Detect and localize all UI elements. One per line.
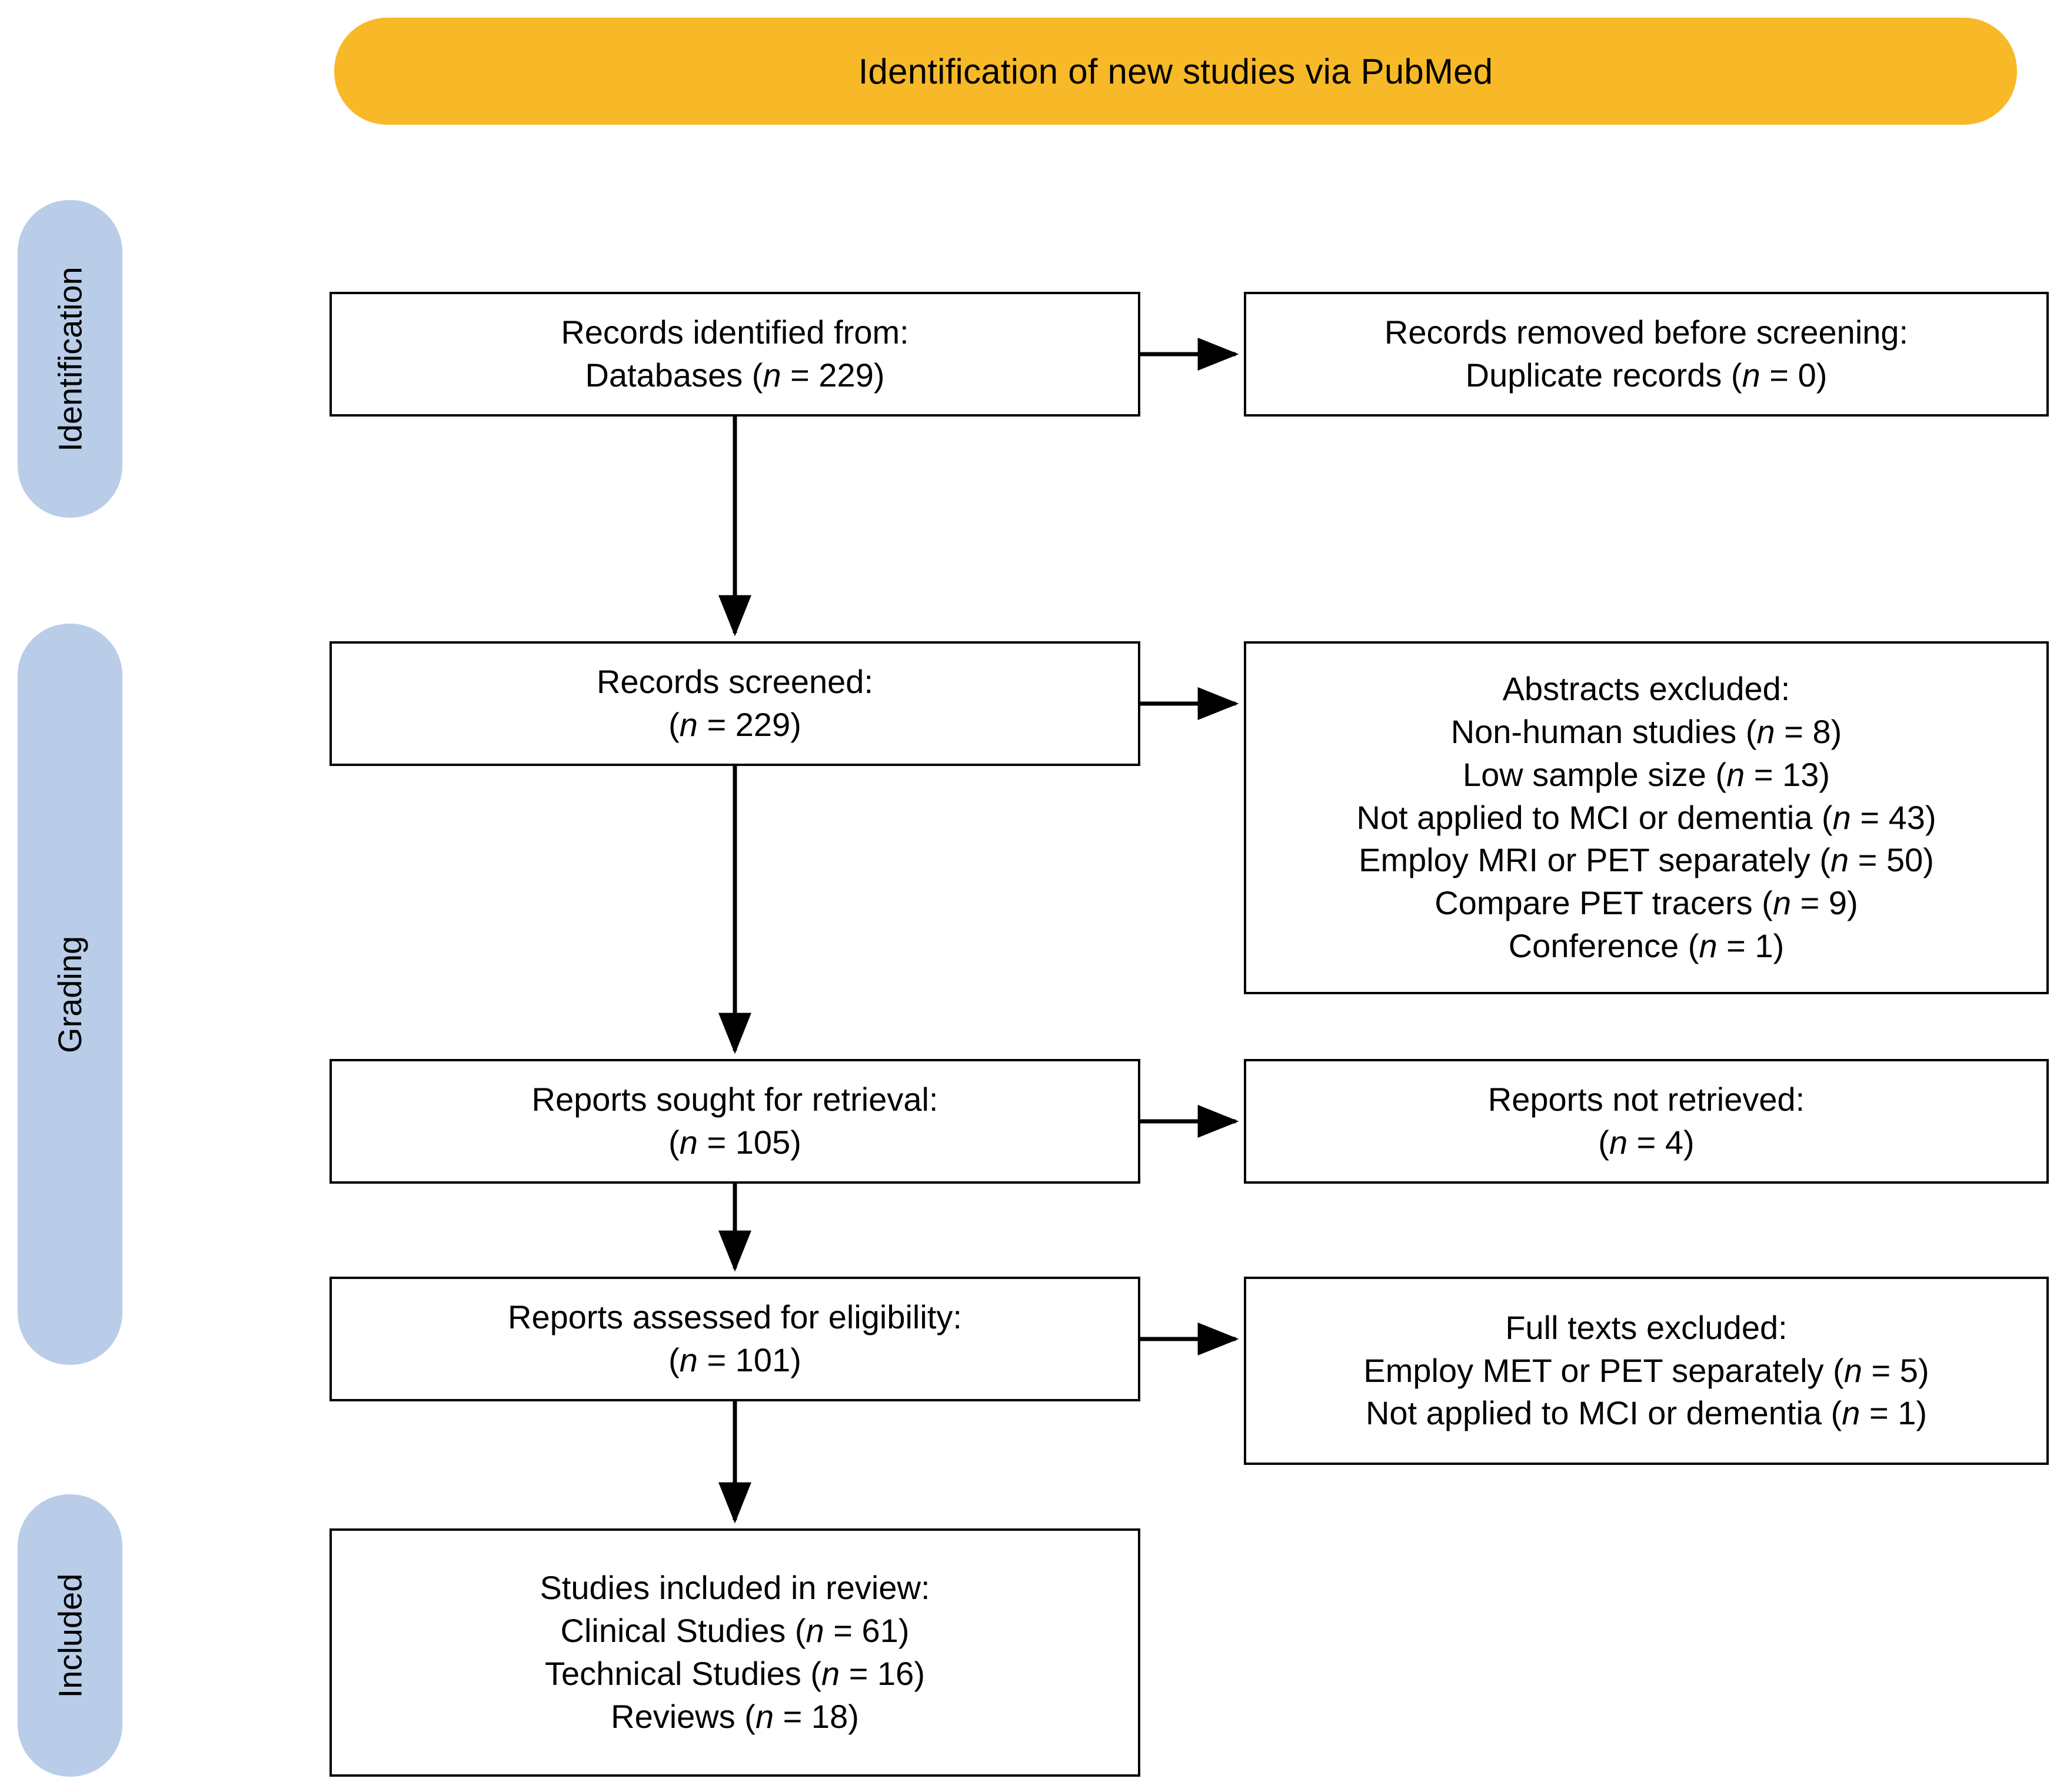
- box-line: Reports assessed for eligibility:: [508, 1298, 962, 1336]
- n-symbol: n: [1699, 927, 1718, 964]
- stage-included-label: Included: [51, 1573, 89, 1698]
- box-records-removed: [1244, 292, 2049, 417]
- box-reports-assessed: [329, 1277, 1140, 1401]
- n-symbol: n: [679, 1124, 698, 1161]
- n-symbol: n: [679, 706, 698, 743]
- stage-grading-label: Grading: [51, 935, 89, 1053]
- box-studies-included: [329, 1528, 1140, 1777]
- box-line: (n = 105): [668, 1124, 801, 1161]
- box-line: (n = 229): [668, 706, 801, 743]
- box-line: Records identified from:: [561, 314, 909, 351]
- box-line: Low sample size (n = 13): [1462, 755, 1830, 793]
- box-line: Reports not retrieved:: [1487, 1081, 1805, 1118]
- n-symbol: n: [1832, 798, 1851, 836]
- box-line: Abstracts excluded:: [1502, 670, 1790, 708]
- n-symbol: n: [1830, 841, 1849, 879]
- n-symbol: n: [1726, 755, 1745, 793]
- stage-identification-label: Identification: [51, 266, 89, 452]
- box-line: Full texts excluded:: [1505, 1308, 1788, 1346]
- n-symbol: n: [1756, 713, 1775, 750]
- box-line: Records screened:: [596, 663, 873, 701]
- box-line: Clinical Studies (n = 61): [560, 1612, 910, 1650]
- n-symbol: n: [1772, 884, 1792, 922]
- box-line: Employ MRI or PET separately (n = 50): [1359, 841, 1934, 879]
- box-line: Databases (n = 229): [585, 357, 885, 394]
- box-reports-not-retrieved: [1244, 1059, 2049, 1184]
- box-records-screened: [329, 641, 1140, 766]
- box-full-texts-excluded: [1244, 1277, 2049, 1465]
- box-line: Conference (n = 1): [1508, 927, 1785, 964]
- n-symbol: n: [1742, 357, 1760, 394]
- box-line: Employ MET or PET separately (n = 5): [1363, 1351, 1929, 1389]
- box-line: Reports sought for retrieval:: [531, 1081, 938, 1118]
- box-line: Reviews (n = 18): [611, 1697, 859, 1735]
- n-symbol: n: [755, 1697, 774, 1735]
- box-line: Not applied to MCI or dementia (n = 1): [1365, 1394, 1928, 1432]
- stage-grading: [18, 624, 122, 1365]
- n-symbol: n: [821, 1655, 840, 1692]
- n-symbol: n: [1843, 1351, 1862, 1389]
- box-line: Not applied to MCI or dementia (n = 43): [1356, 798, 1936, 836]
- n-symbol: n: [806, 1612, 824, 1650]
- box-line: Studies included in review:: [540, 1569, 930, 1607]
- n-symbol: n: [1842, 1394, 1860, 1432]
- box-line: Duplicate records (n = 0): [1465, 357, 1828, 394]
- n-symbol: n: [679, 1341, 698, 1378]
- box-abstracts-excluded: [1244, 641, 2049, 994]
- box-line: Compare PET tracers (n = 9): [1434, 884, 1858, 922]
- box-line: Non-human studies (n = 8): [1450, 713, 1842, 750]
- box-reports-sought: [329, 1059, 1140, 1184]
- box-records-identified: [329, 292, 1140, 417]
- stage-identification: [18, 200, 122, 518]
- box-line: (n = 4): [1598, 1124, 1695, 1161]
- banner-title: Identification of new studies via PubMed: [858, 51, 1493, 91]
- banner-identification-source: [334, 18, 2017, 125]
- box-line: Records removed before screening:: [1384, 314, 1909, 351]
- stage-included: [18, 1494, 122, 1777]
- box-line: Technical Studies (n = 16): [545, 1655, 925, 1692]
- n-symbol: n: [1609, 1124, 1628, 1161]
- n-symbol: n: [763, 357, 781, 394]
- box-line: (n = 101): [668, 1341, 801, 1378]
